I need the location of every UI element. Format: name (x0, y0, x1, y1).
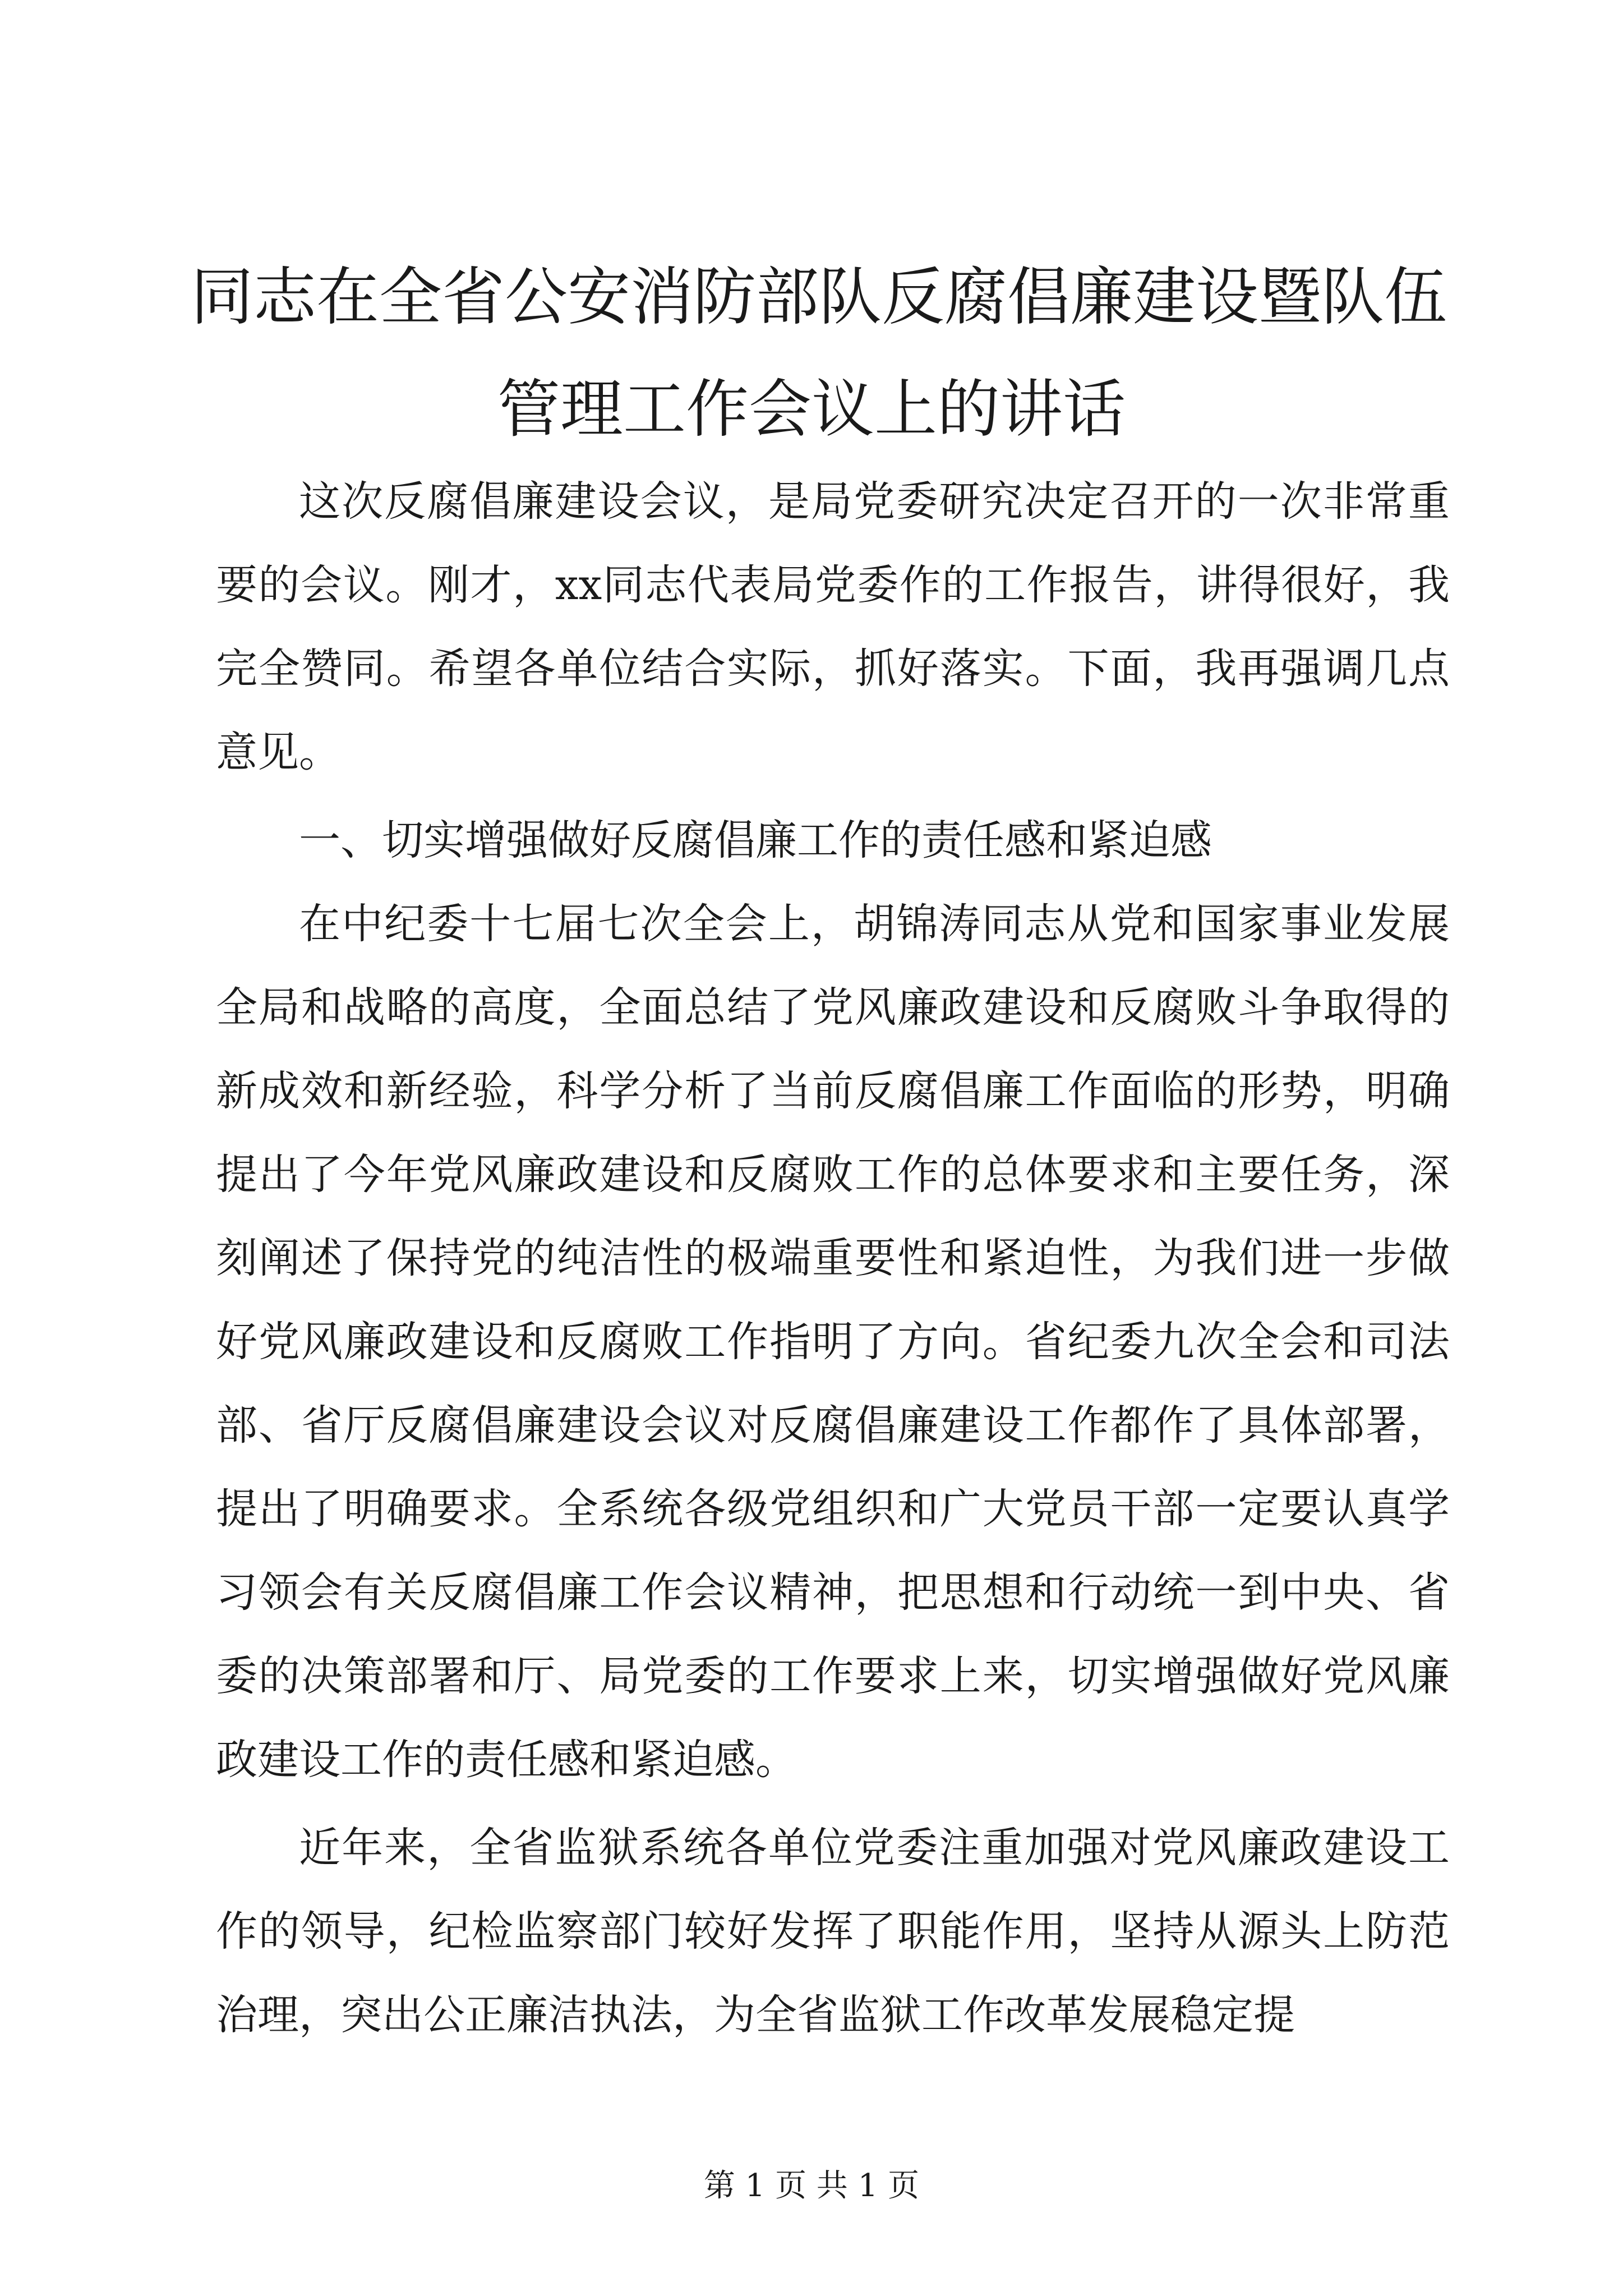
document-title (191, 241, 1447, 466)
paragraph-body-2: 近年来，全省监狱系统各单位党委注重加强对党风廉政建设工作的领导，纪检监察部门较好发挥了职能作用，坚持从源头上防范治理，突出公正廉洁执法，为全省监狱工作改革发展稳定提 (216, 1824, 1450, 2039)
paragraph-body-1: 在中纪委十七届七次全会上，胡锦涛同志从党和国家事业发展全局和战略的高度，全面总结了党风廉政建设和反腐败斗争取得的新成效和新经验，科学分析了当前反腐倡廉工作面临的形势，明确提出了今年党风廉政建设和反腐败工作的总体要求和主要任务，深刻阐述了保持党的纯洁性的极端重要性和紧迫性，为我们进一步做好党风廉政建设和反腐败工作指明了方向。省纪委九次全会和司法部、省厅反腐倡廉建设会议对反腐倡廉建设工作都作了具体部署，提出了明确要求。全系统各级党组织和广大党员干部一定要认真学习领会有关反腐倡廉工作会议精神，把思想和行动统一到中央、省委的决策部署和厅、局党委的工作要求上来，切实增强做好党风廉政建设工作的责任感和紧迫感。 (216, 900, 1450, 1784)
title-line-1: 同志在全省公安消防部队反腐倡廉建设暨队伍 (191, 261, 1447, 334)
title-line-2: 管理工作会议上的讲话 (497, 373, 1126, 446)
document-body (216, 460, 1450, 2057)
section-heading-1: 一、切实增强做好反腐倡廉工作的责任感和紧迫感 (299, 816, 1212, 864)
page-footer: 第 1 页 共 1 页 (703, 2168, 920, 2204)
paragraph-intro: 这次反腐倡廉建设会议，是局党委研究决定召开的一次非常重要的会议。刚才，xx同志代表局党委作的工作报告，讲得很好，我完全赞同。希望各单位结合实际，抓好落实。下面，我再强调几点意见。 (216, 477, 1450, 776)
